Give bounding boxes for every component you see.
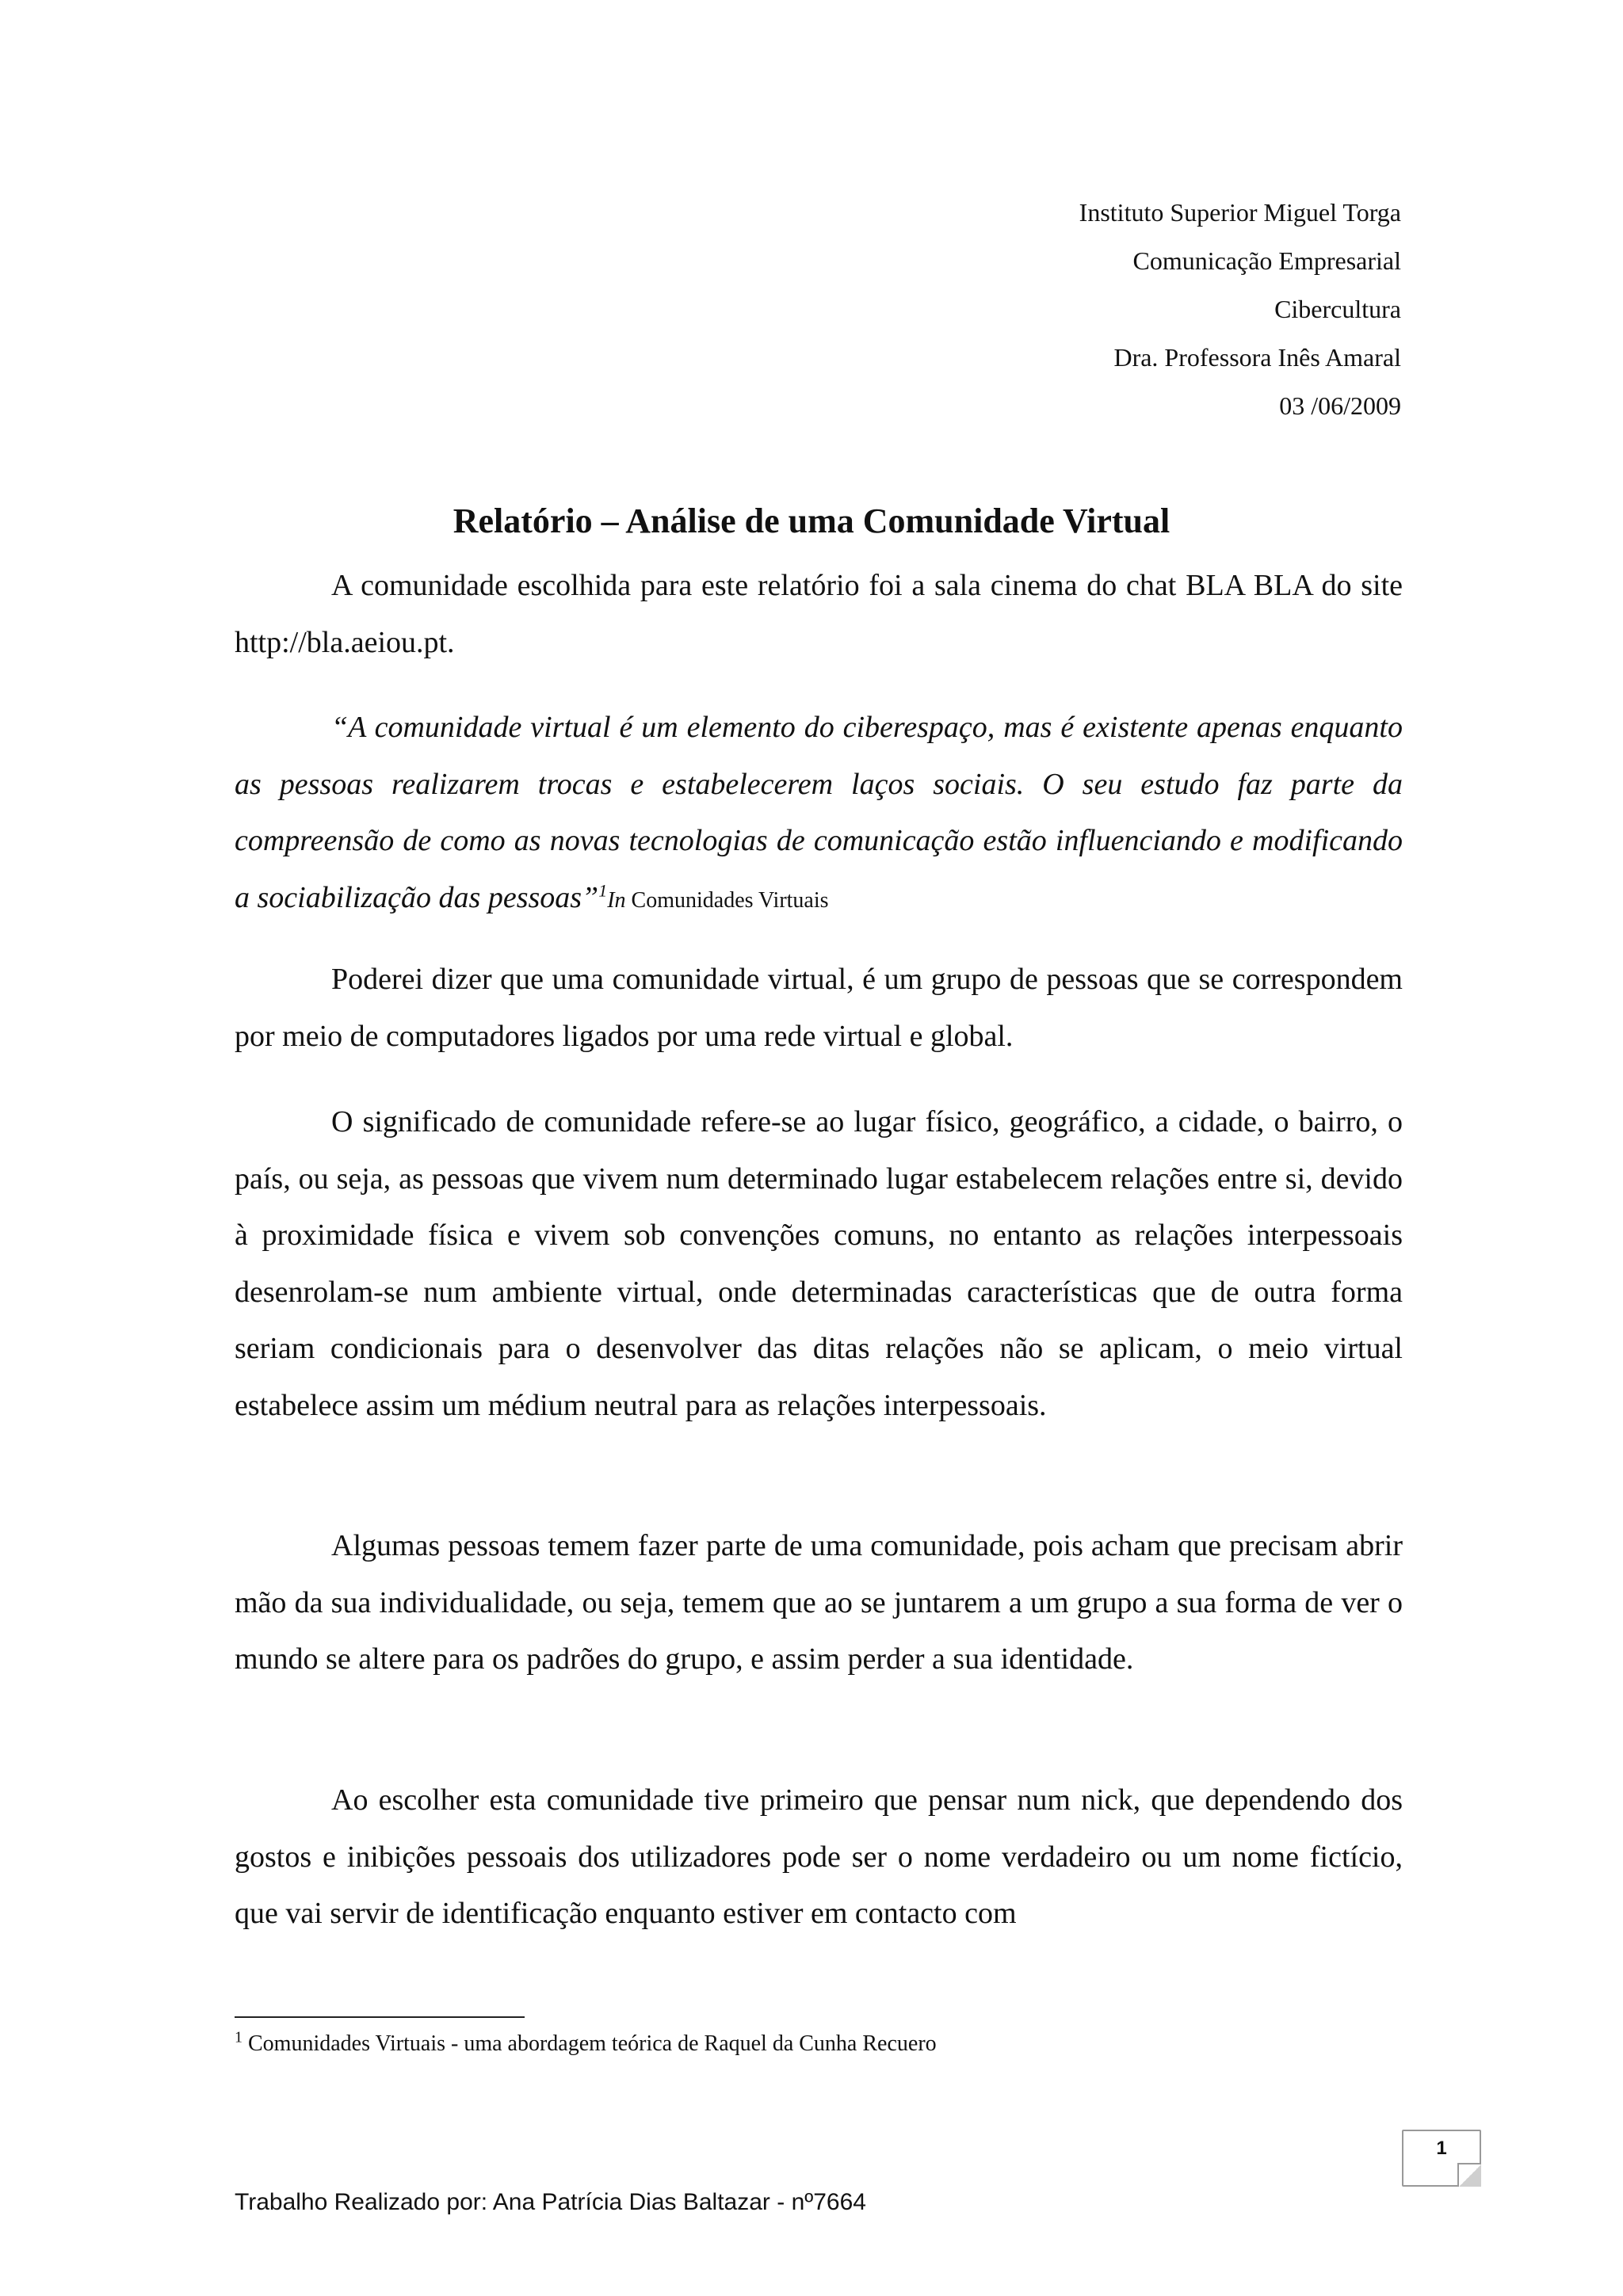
footnote-mark: 1 xyxy=(235,2028,242,2046)
footnote-text: Comunidades Virtuais - uma abordagem teórica de Raquel da Cunha Recuero xyxy=(242,2031,937,2056)
quote-text: “A comunidade virtual é um elemento do ciberespaço, mas é existente apenas enquanto as pessoas realizarem trocas e estabelecerem laços sociais. O seu estudo faz parte da compreensão de como as novas tecnologias de comunicação estão influenciando e modificando a sociabilização das pessoas” xyxy=(235,711,1403,914)
header-course: Comunicação Empresarial xyxy=(1132,246,1401,275)
page-number-box xyxy=(1402,2130,1481,2187)
footnote-ref-mark: 1 xyxy=(598,879,608,900)
document-title: Relatório – Análise de uma Comunidade Virtual xyxy=(453,502,1170,540)
paragraph-quote xyxy=(235,700,1403,929)
footnote-separator xyxy=(235,2016,525,2018)
paragraph-5: Algumas pessoas temem fazer parte de uma comunidade, pois acham que precisam abrir mão da sua individualidade, ou seja, temem que ao se juntarem a um grupo a sua forma de ver o mundo se altere para os padrões do grupo, e assim perder a sua identidade. xyxy=(235,1529,1403,1676)
header-block xyxy=(1079,189,1401,430)
header-institution: Instituto Superior Miguel Torga xyxy=(1079,198,1401,227)
page-footer: Trabalho Realizado por: Ana Patrícia Dias Baltazar - nº7664 xyxy=(235,2189,866,2215)
paragraph-6: Ao escolher esta comunidade tive primeiro que pensar num nick, que dependendo dos gostos e inibições pessoais dos utilizadores pode ser o nome verdadeiro ou um nome fictício, que vai servir de identificação enquanto estiver em contacto com xyxy=(235,1783,1403,1930)
page-number: 1 xyxy=(1436,2138,1447,2159)
header-subject: Cibercultura xyxy=(1274,295,1401,323)
paragraph-4: O significado de comunidade refere-se ao lugar físico, geográfico, a cidade, o bairro, o país, ou seja, as pessoas que vivem num determinado lugar estabelecem relações entre si, devido à proximidade física e vivem sob convenções comuns, no entanto as relações interpessoais desenrolam-se num ambiente virtual, onde determinadas características que de outra forma seriam condicionais para o desenvolver das ditas relações não se aplicam, o meio virtual estabelece assim um médium neutral para as relações interpessoais. xyxy=(235,1105,1403,1422)
paragraph-3: Poderei dizer que uma comunidade virtual, é um grupo de pessoas que se correspondem por meio de computadores ligados por uma rede virtual e global. xyxy=(235,963,1403,1053)
header-professor: Dra. Professora Inês Amaral xyxy=(1113,343,1401,372)
page-curl-icon xyxy=(1457,2163,1481,2187)
quote-source-in: In xyxy=(607,887,626,913)
header-date: 03 /06/2009 xyxy=(1279,391,1401,420)
footnote xyxy=(235,2028,937,2060)
paragraph-1: A comunidade escolhida para este relatório foi a sala cinema do chat BLA BLA do site http://bla.aeiou.pt. xyxy=(235,569,1403,659)
quote-source: Comunidades Virtuais xyxy=(625,887,829,913)
